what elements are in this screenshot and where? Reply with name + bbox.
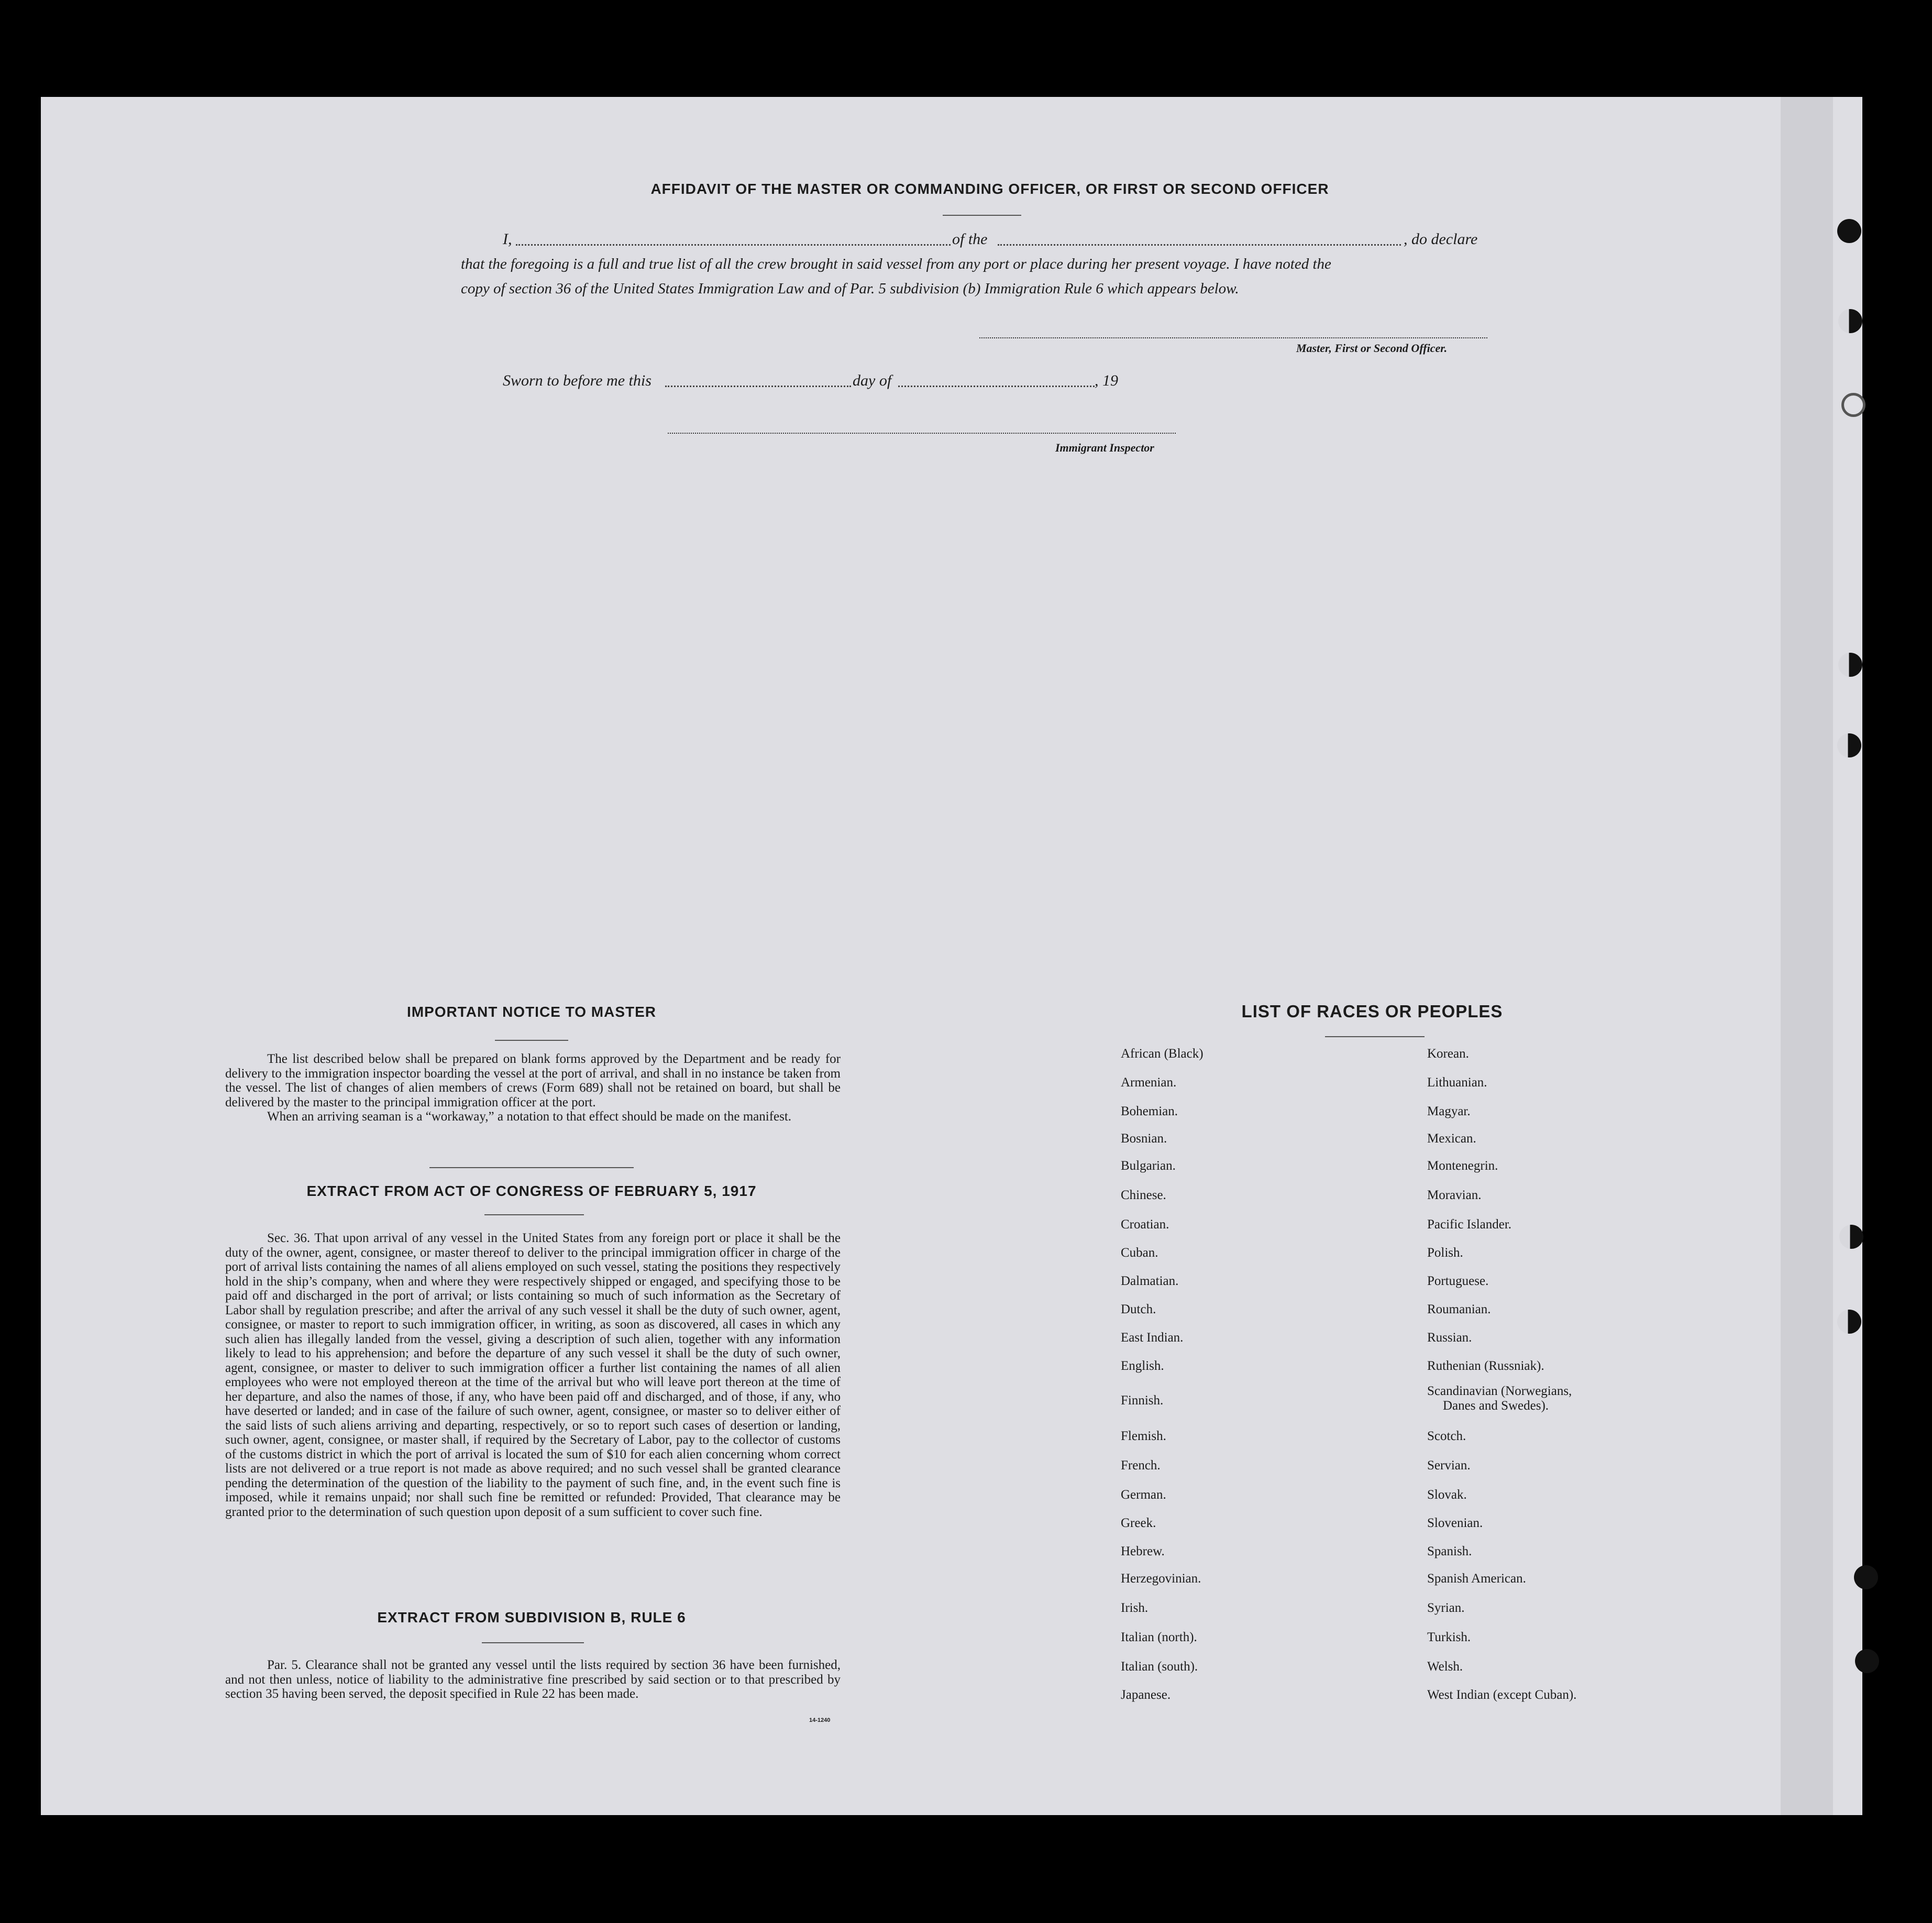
binder-hole	[1841, 393, 1865, 417]
document-sheet	[41, 97, 1862, 1815]
race-item: Spanish American.	[1427, 1572, 1526, 1586]
race-item: Russian.	[1427, 1331, 1472, 1345]
extract-act-text: Sec. 36. That upon arrival of any vessel in the United States from any foreign port or place it shall be the duty of the owner, agent, consignee, or master thereof to deliver to the principal immigration officer in charge of the port of arrival lists containing the names of all aliens employed on such vessel, stating the positions they respectively hold in the ship’s company, when and where they were respectively shipped or engaged, and specifying those to be paid off and discharged in the port of arrival; or lists containing so much of such information as the Secretary of Labor shall by regulation prescribe; and after the arrival of any such vessel it shall be the duty of such owner, agent, consignee, or master to report to such immigration officer, in writing, as soon as discovered, all cases in which any such alien has illegally landed from the vessel, giving a description of such alien, together with any information likely to lead to his apprehension; and before the departure of any such vessel it shall be the duty of such owner, agent, consignee, or master to deliver to such immigration officer a further list containing the names of all alien employees who were not employed thereon at the time of the arrival but who will leave port thereon at the time of her departure, and also the names of those, if any, who have been paid off and discharged, and of those, if any, who have deserted or landed; and in case of the failure of such owner, agent, consignee, or master so to deliver either of the said lists of such aliens arriving and departing, respectively, or so to report such cases of desertion or landing, such owner, agent, consignee, or master shall, if required by the Secretary of Labor, pay to the collector of customs of the customs district in which the port of arrival is located the sum of $10 for each alien concerning whom correct lists are not delivered or a true report is not made as above required; and no such vessel shall be granted clearance pending the determination of the question of the liability to the payment of such fine, and, in the event such fine is imposed, while it remains unpaid; nor shall such fine be remitted or refunded: Provided, That clearance may be granted prior to the determination of such question upon deposit of a sum sufficient to cover such fine.	[225, 1231, 841, 1519]
race-item: Croatian.	[1121, 1217, 1169, 1232]
race-item: Portuguese.	[1427, 1274, 1489, 1288]
races-title: LIST OF RACES OR PEOPLES	[1241, 1002, 1503, 1021]
race-item: Herzegovinian.	[1121, 1572, 1201, 1586]
inspector-label: Immigrant Inspector	[1055, 441, 1154, 454]
race-item: Bohemian.	[1121, 1104, 1178, 1118]
race-item: French.	[1121, 1458, 1161, 1473]
binder-hole	[1837, 733, 1861, 757]
race-item: Lithuanian.	[1427, 1075, 1487, 1090]
race-item: German.	[1121, 1488, 1166, 1502]
title-rule	[943, 215, 1021, 216]
notice-para-1: The list described below shall be prepared on blank forms approved by the Department and be ready for delivery to the immigration inspector boarding the vessel at the port of arrival, and shall in no instance be taken from the vessel. The list of changes of alien members of crews (Form 689) shall not be retained on board, but shall be delivered by the master to the principal immigration officer at the port.	[225, 1052, 841, 1109]
race-item: Scotch.	[1427, 1429, 1466, 1443]
extract-act-title: EXTRACT FROM ACT OF CONGRESS OF FEBRUARY 5, 1917	[306, 1183, 757, 1199]
race-item: Syrian.	[1427, 1601, 1465, 1615]
race-item: Bosnian.	[1121, 1131, 1167, 1146]
race-item: Pacific Islander.	[1427, 1217, 1512, 1232]
binder-hole	[1838, 653, 1862, 677]
race-item: Slovenian.	[1427, 1516, 1483, 1530]
race-item: Dutch.	[1121, 1302, 1156, 1316]
race-item: Irish.	[1121, 1601, 1149, 1615]
race-item: Scandinavian (Norwegians,	[1427, 1384, 1572, 1398]
race-item: Armenian.	[1121, 1075, 1177, 1090]
affidavit-line-3: copy of section 36 of the United States Immigration Law and of Par. 5 subdivision (b) Immigration Rule 6 which appears below.	[461, 280, 1239, 297]
inspector-signature-line	[668, 433, 1176, 434]
sworn-year-prefix: , 19	[1095, 372, 1118, 389]
affidavit-do-declare: , do declare	[1404, 230, 1478, 248]
affidavit-i-prefix: I,	[503, 230, 512, 248]
affidavit-title: AFFIDAVIT OF THE MASTER OR COMMANDING OFFICER, OR FIRST OR SECOND OFFICER	[650, 181, 1329, 197]
race-item: Flemish.	[1121, 1429, 1166, 1443]
notice-title-rule	[495, 1040, 568, 1041]
affidavit-line-2: that the foregoing is a full and true list of all the crew brought in said vessel from any port or place during her present voyage. I have noted the	[461, 256, 1331, 272]
extract-act-body	[225, 1231, 841, 1519]
race-item: Servian.	[1427, 1458, 1471, 1473]
binder-hole	[1838, 309, 1862, 333]
vessel-blank	[998, 244, 1401, 246]
signature-line	[979, 337, 1487, 338]
race-item: Chinese.	[1121, 1188, 1166, 1202]
race-item: Italian (north).	[1121, 1630, 1197, 1644]
form-number: 14-1240	[809, 1717, 831, 1723]
race-item: Magyar.	[1427, 1104, 1471, 1118]
extract-rule-text: Par. 5. Clearance shall not be granted any vessel until the lists required by section 36 have been furnished, and not then unless, notice of liability to the administrative fine prescribed by said section or to that prescribed by section 35 having been served, the deposit specified in Rule 22 has been made.	[225, 1658, 841, 1701]
sworn-day-of: day of	[853, 372, 892, 389]
race-item: Turkish.	[1427, 1630, 1471, 1644]
binder-hole	[1855, 1649, 1879, 1673]
signature-label: Master, First or Second Officer.	[1296, 342, 1448, 355]
race-item: Mexican.	[1427, 1131, 1476, 1146]
race-item: Bulgarian.	[1121, 1159, 1176, 1173]
binder-hole	[1839, 1225, 1863, 1249]
notice-para-2: When an arriving seaman is a “workaway,” a notation to that effect should be made on the manifest.	[267, 1109, 792, 1124]
race-item: Spanish.	[1427, 1544, 1472, 1558]
race-item: Cuban.	[1121, 1246, 1158, 1260]
binder-hole	[1837, 219, 1861, 243]
race-item: Montenegrin.	[1427, 1159, 1498, 1173]
race-item: Korean.	[1427, 1047, 1469, 1061]
race-item: Finnish.	[1121, 1393, 1164, 1408]
sworn-prefix: Sworn to before me this	[503, 372, 652, 389]
race-item: East Indian.	[1121, 1331, 1184, 1345]
sworn-day-blank	[665, 386, 851, 387]
extract-act-rule	[484, 1214, 584, 1215]
race-item: English.	[1121, 1359, 1164, 1373]
name-blank	[516, 244, 951, 246]
race-item: Slovak.	[1427, 1488, 1467, 1502]
section-divider	[429, 1167, 634, 1168]
affidavit-of-the: of the	[952, 230, 988, 248]
race-item: Ruthenian (Russniak).	[1427, 1359, 1544, 1373]
race-item: West Indian (except Cuban).	[1427, 1688, 1577, 1702]
race-item: Polish.	[1427, 1246, 1463, 1260]
extract-rule-rule	[482, 1642, 584, 1643]
binder-hole	[1854, 1565, 1878, 1589]
race-item: Greek.	[1121, 1516, 1156, 1530]
extract-rule-title: EXTRACT FROM SUBDIVISION B, RULE 6	[377, 1609, 686, 1625]
race-item: Japanese.	[1121, 1688, 1171, 1702]
race-item: Danes and Swedes).	[1443, 1399, 1549, 1413]
race-item: Hebrew.	[1121, 1544, 1165, 1558]
race-item: Italian (south).	[1121, 1660, 1198, 1674]
binder-hole	[1837, 1310, 1861, 1334]
notice-body	[225, 1052, 841, 1124]
race-item: African (Black)	[1121, 1047, 1204, 1061]
races-title-rule	[1325, 1036, 1425, 1037]
race-item: Dalmatian.	[1121, 1274, 1179, 1288]
extract-rule-body	[225, 1658, 841, 1701]
sheet-edge-strip	[1781, 97, 1833, 1815]
race-item: Roumanian.	[1427, 1302, 1491, 1316]
notice-title: IMPORTANT NOTICE TO MASTER	[406, 1004, 657, 1020]
race-item: Moravian.	[1427, 1188, 1482, 1202]
sworn-month-blank	[898, 386, 1095, 387]
race-item: Welsh.	[1427, 1660, 1463, 1674]
